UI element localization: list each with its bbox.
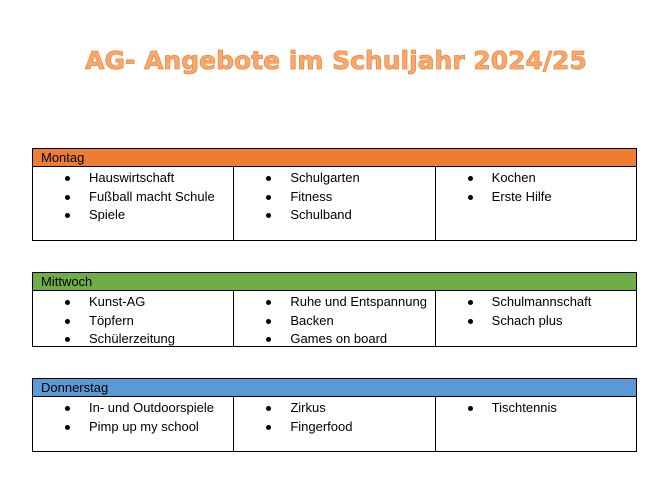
bullet-icon xyxy=(65,425,70,430)
day-column xyxy=(33,397,234,451)
page-title: AG- Angebote im Schuljahr 2024/25 xyxy=(85,46,587,75)
day-block-montag xyxy=(32,148,637,241)
bullet-icon xyxy=(468,195,473,200)
list-item: Fußball macht Schule xyxy=(33,188,233,207)
bullet-icon xyxy=(266,337,271,342)
day-column xyxy=(234,397,435,451)
bullet-icon xyxy=(65,213,70,218)
day-column xyxy=(33,291,234,346)
day-column xyxy=(234,291,435,346)
list-item: In- und Outdoorspiele xyxy=(33,399,233,418)
list-item: Ruhe und Entspannung xyxy=(234,293,434,312)
bullet-icon xyxy=(65,300,70,305)
bullet-icon xyxy=(468,300,473,305)
bullet-icon xyxy=(468,406,473,411)
day-name: Donnerstag xyxy=(41,380,109,395)
list-item: Pimp up my school xyxy=(33,418,233,437)
list-item: Backen xyxy=(234,312,434,331)
day-column xyxy=(436,291,636,346)
bullet-icon xyxy=(65,195,70,200)
bullet-icon xyxy=(468,176,473,181)
list-item: Tischtennis xyxy=(436,399,636,418)
day-header-mittwoch xyxy=(32,272,637,291)
day-block-donnerstag xyxy=(32,378,637,452)
list-item: Schulband xyxy=(234,206,434,225)
bullet-icon xyxy=(266,195,271,200)
list-item: Kochen xyxy=(436,169,636,188)
bullet-icon xyxy=(65,406,70,411)
list-item: Schülerzeitung xyxy=(33,330,233,349)
list-item: Fingerfood xyxy=(234,418,434,437)
day-column xyxy=(33,167,234,240)
list-item: Fitness xyxy=(234,188,434,207)
day-column xyxy=(436,397,636,451)
bullet-icon xyxy=(266,213,271,218)
day-name: Mittwoch xyxy=(41,274,93,289)
list-item: Schulmannschaft xyxy=(436,293,636,312)
bullet-icon xyxy=(266,319,271,324)
list-item: Schulgarten xyxy=(234,169,434,188)
bullet-icon xyxy=(468,319,473,324)
list-item: Hauswirtschaft xyxy=(33,169,233,188)
bullet-icon xyxy=(266,406,271,411)
day-header-montag xyxy=(32,148,637,167)
day-name: Montag xyxy=(41,150,85,165)
list-item: Töpfern xyxy=(33,312,233,331)
day-body-donnerstag xyxy=(32,397,637,452)
list-item: Erste Hilfe xyxy=(436,188,636,207)
day-body-montag xyxy=(32,167,637,241)
day-column xyxy=(436,167,636,240)
list-item: Zirkus xyxy=(234,399,434,418)
day-column xyxy=(234,167,435,240)
day-body-mittwoch xyxy=(32,291,637,347)
day-block-mittwoch xyxy=(32,272,637,347)
bullet-icon xyxy=(266,300,271,305)
list-item: Schach plus xyxy=(436,312,636,331)
list-item: Spiele xyxy=(33,206,233,225)
bullet-icon xyxy=(266,176,271,181)
bullet-icon xyxy=(65,337,70,342)
list-item: Games on board xyxy=(234,330,434,349)
bullet-icon xyxy=(65,319,70,324)
bullet-icon xyxy=(65,176,70,181)
day-header-donnerstag xyxy=(32,378,637,397)
bullet-icon xyxy=(266,425,271,430)
list-item: Kunst-AG xyxy=(33,293,233,312)
